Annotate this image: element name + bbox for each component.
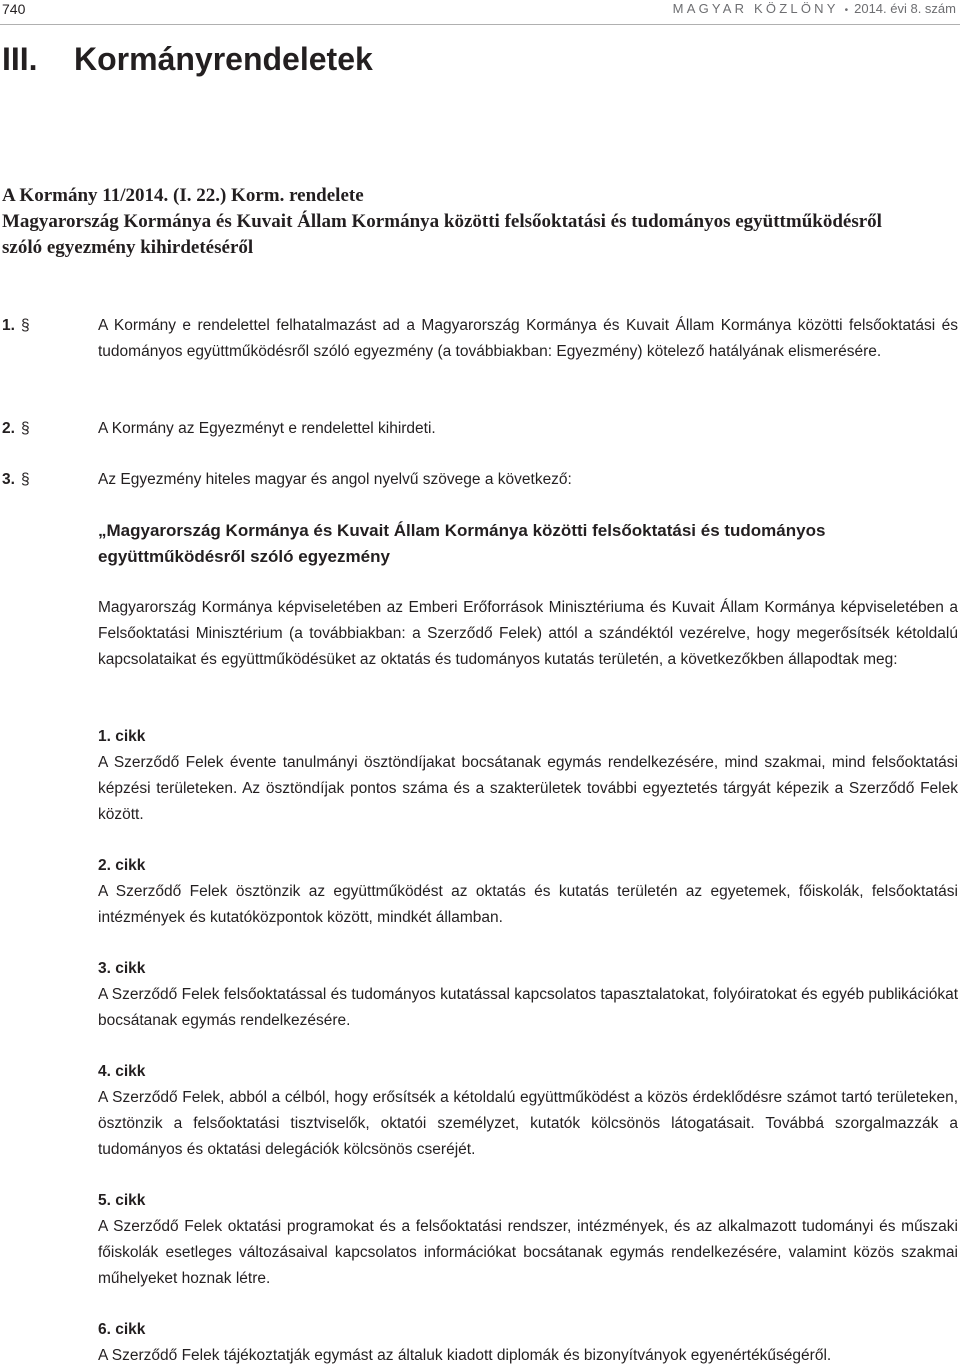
paragraph-label — [2, 467, 30, 493]
header-divider — [0, 24, 960, 25]
article-3 — [98, 956, 958, 1034]
article-text: A Szerződő Felek ösztönzik az együttműködést az oktatás és kutatás területén az egyetemek, főiskolák, felsőoktatási intézmények és kutatóközpontok között, mindkét államban. — [98, 883, 958, 926]
article-heading: 3. cikk — [98, 960, 146, 977]
paragraph-text: Az Egyezmény hiteles magyar és angol nyelvű szövege a következő: — [98, 471, 572, 488]
article-heading: 5. cikk — [98, 1192, 146, 1209]
journal-issue — [673, 1, 956, 16]
page-header — [0, 0, 960, 24]
article-text: A Szerződő Felek oktatási programokat és a felsőoktatási rendszer, intézmények, és az alkalmazott tudományi és műszaki főiskolák esetleges változásaival kapcsolatos információkat bocsátanak egymás rendelkezésére, valamint közös szakmai műhelyeket hoznak létre. — [98, 1218, 958, 1287]
article-5 — [98, 1188, 958, 1292]
agreement-preamble: Magyarország Kormánya képviseletében az Emberi Erőforrások Minisztériuma és Kuvait Állam Kormánya képviseletében a Felsőoktatási Minisztérium (a továbbiakban: a Szerződő Felek) attól a szándéktól vezérelve, hogy megerősítsék kétoldalú kapcsolataikat és együttműködésüket az oktatás és tudományos kutatás területén, a következőkben állapodtak meg: — [98, 599, 958, 668]
bullet-separator: • — [844, 5, 849, 16]
article-6 — [98, 1317, 958, 1369]
section-symbol: § — [20, 317, 30, 334]
journal-name: MAGYAR KÖZLÖNY — [672, 1, 839, 16]
article-heading: 4. cikk — [98, 1063, 146, 1080]
paragraph-2 — [2, 416, 958, 442]
article-text: A Szerződő Felek tájékoztatják egymást az általuk kiadott diplomák és bizonyítványok egyenértékűségéről. — [98, 1347, 832, 1364]
paragraph-text: A Kormány e rendelettel felhatalmazást ad a Magyarország Kormánya és Kuvait Állam Kormánya közötti felsőoktatási és tudományos együttműködésről szóló egyezmény (a továbbiakban: Egyezmény) kötelező hatályának elismerésére. — [98, 317, 958, 360]
section-number: III. — [2, 41, 38, 77]
paragraph-number: 3. — [2, 471, 15, 488]
decree-title — [2, 183, 958, 261]
paragraph-label — [2, 313, 30, 339]
paragraph-number: 1. — [2, 317, 15, 334]
paragraph-text: A Kormány az Egyezményt e rendelettel kihirdeti. — [98, 420, 436, 437]
decree-title-line: Magyarország Kormánya és Kuvait Állam Kormánya közötti felsőoktatási és tudományos együttműködésről — [2, 211, 882, 232]
article-heading: 2. cikk — [98, 857, 146, 874]
section-symbol: § — [20, 420, 30, 437]
article-text: A Szerződő Felek felsőoktatással és tudományos kutatással kapcsolatos tapasztalatokat, folyóiratokat és egyéb publikációkat bocsátanak egymás rendelkezésére. — [98, 986, 958, 1029]
decree-title-line: A Kormány 11/2014. (I. 22.) Korm. rendelete — [2, 185, 364, 206]
article-1 — [98, 724, 958, 828]
paragraph-number: 2. — [2, 420, 15, 437]
section-name: Kormányrendeletek — [74, 41, 373, 77]
article-text: A Szerződő Felek, abból a célból, hogy erősítsék a kétoldalú együttműködést a közös érdeklődésre számot tartó területeken, ösztönzik a felsőoktatási tisztviselők, oktatói személyzet, kutatók kölcsönös látogatásait. Továbbá szorgalmazzák a tudományos és oktatási delegációk kölcsönös cseréjét. — [98, 1089, 958, 1158]
article-4 — [98, 1059, 958, 1163]
paragraph-3 — [2, 467, 958, 493]
agreement-title: „Magyarország Kormánya és Kuvait Állam Kormánya közötti felsőoktatási és tudományos együttműködésről szóló egyezmény — [98, 521, 826, 566]
article-text: A Szerződő Felek évente tanulmányi ösztöndíjakat bocsátanak egymás rendelkezésére, mind szakmai, mind felsőoktatási képzési területeken. Az ösztöndíjak pontos száma és a szakterületek további egyeztetés tárgyát képezik a Szerződő Felek között. — [98, 754, 958, 823]
decree-title-line: szóló egyezmény kihirdetéséről — [2, 237, 254, 258]
paragraph-label — [2, 416, 30, 442]
page-number: 740 — [2, 1, 26, 17]
section-title — [2, 41, 373, 78]
article-heading: 6. cikk — [98, 1321, 146, 1338]
paragraph-1 — [2, 313, 958, 365]
section-symbol: § — [20, 471, 30, 488]
article-heading: 1. cikk — [98, 728, 146, 745]
issue-label: 2014. évi 8. szám — [854, 1, 956, 16]
article-2 — [98, 853, 958, 931]
